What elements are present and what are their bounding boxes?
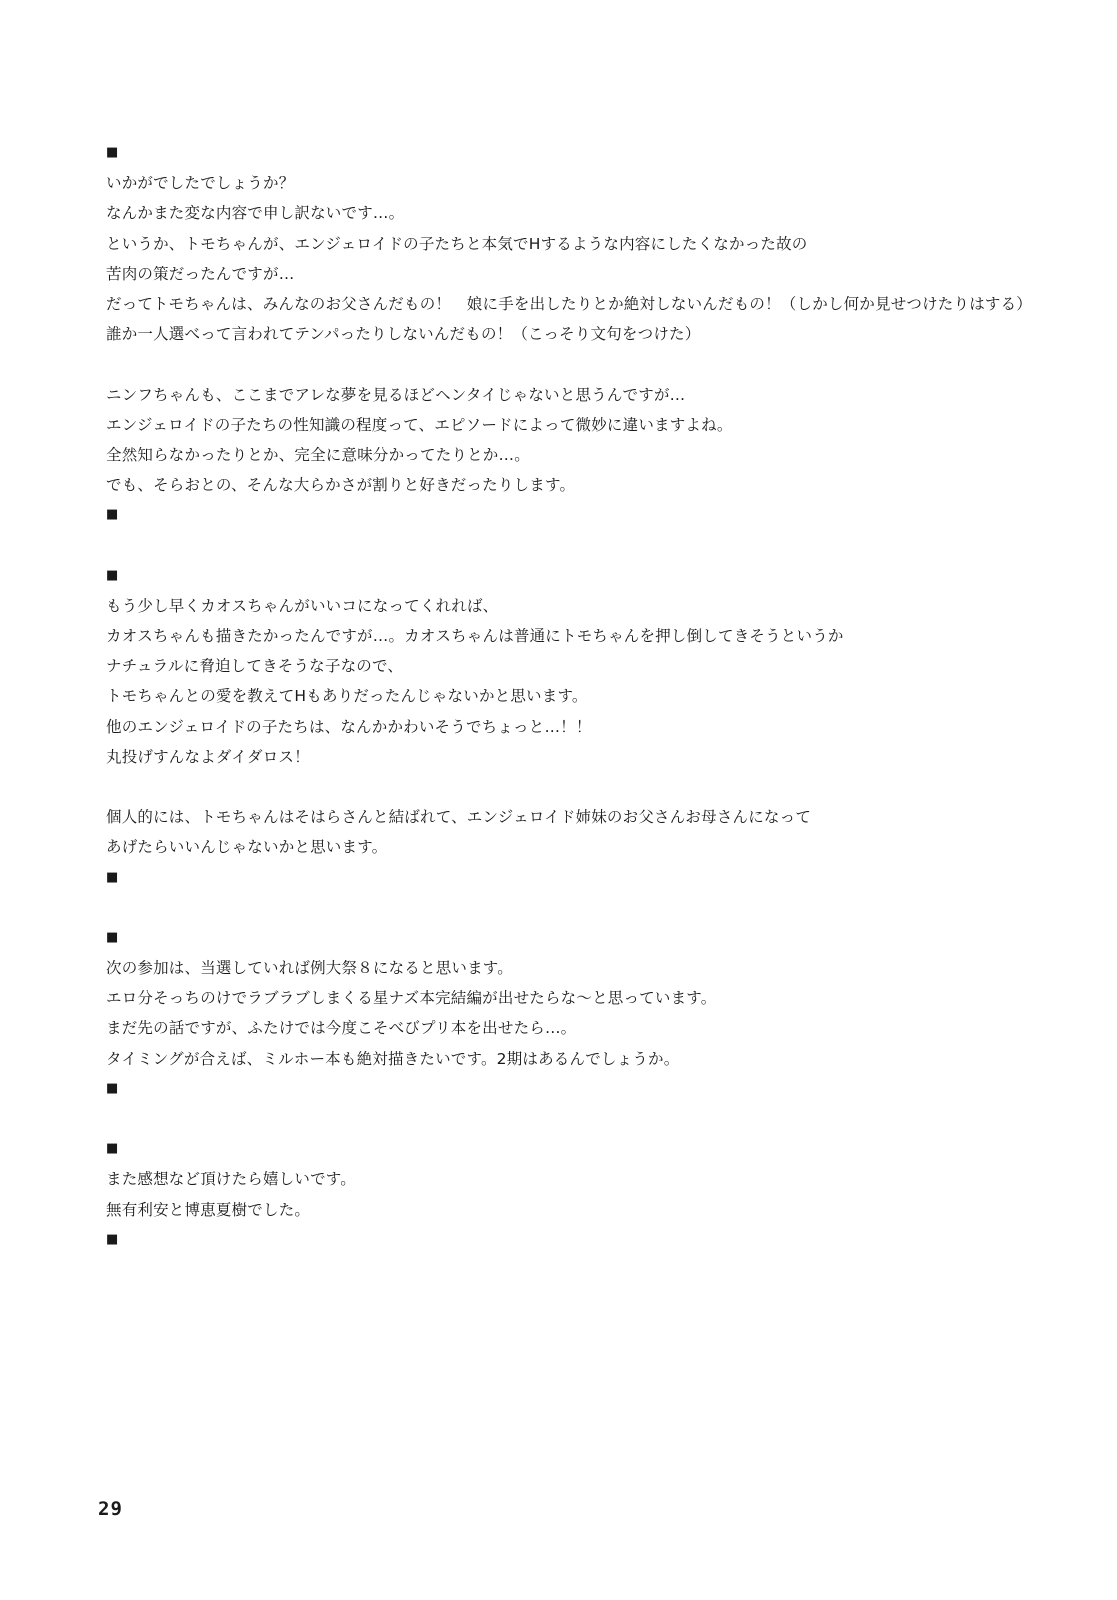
blank-line: [106, 1104, 1066, 1134]
text-line: 他のエンジェロイドの子たちは、なんかかわいそうでちょっと…！！: [106, 717, 592, 736]
section-marker: ■: [106, 869, 119, 885]
text-line: でも、そらおとの、そんな大らかさが割りと好きだったりします。: [106, 476, 576, 495]
text-line: トモちゃんとの愛を教えてHもありだったんじゃないかと思います。: [106, 687, 588, 706]
text-line: なんかまた変な内容で申し訳ないです…。: [106, 204, 405, 223]
text-line: また感想など頂けたら嬉しいです。: [106, 1170, 356, 1189]
text-line: 誰か一人選べって言われてテンパったりしないんだもの！（こっそり文句をつけた）: [106, 325, 701, 344]
section-marker: ■: [106, 1080, 119, 1096]
blank-line: [106, 349, 1066, 379]
text-line: 無有利安と博恵夏樹でした。: [106, 1200, 311, 1219]
text-line: だってトモちゃんは、みんなのお父さんだもの！ 娘に手を出したりとか絶対しないんだもの！（しかし何か見せつけたりはする）: [106, 294, 1032, 313]
text-line: タイミングが合えば、ミルホー本も絶対描きたいです。2期はあるんでしょうか。: [106, 1049, 680, 1068]
text-line: エンジェロイドの子たちの性知識の程度って、エピソードによって微妙に違いますよね。: [106, 415, 733, 434]
text-line: 苦肉の策だったんですが…: [106, 264, 295, 283]
section-marker: ■: [106, 929, 119, 945]
text-line: カオスちゃんも描きたかったんですが…。カオスちゃんは普通にトモちゃんを押し倒してきそうというか: [106, 627, 844, 645]
text-line: まだ先の話ですが、ふたけでは今度こそべびプリ本を出せたら…。: [106, 1019, 577, 1038]
page-number: 29: [98, 1498, 123, 1520]
section-marker: ■: [106, 145, 119, 160]
text-line: あげたらいいんじゃないかと思います。: [106, 838, 388, 857]
afterword-text: [106, 138, 1066, 1255]
section-marker: ■: [106, 507, 119, 523]
text-line: 次の参加は、当選していれば例大祭８になると思います。: [106, 959, 513, 978]
section-marker: ■: [106, 1141, 119, 1157]
text-line: エロ分そっちのけでラブラブしまくる星ナズ本完結編が出せたらな～と思っています。: [106, 989, 717, 1008]
text-line: 個人的には、トモちゃんはそはらさんと結ばれて、エンジェロイド姉妹のお父さんお母さんになって: [106, 808, 812, 827]
text-line: ニンフちゃんも、ここまでアレな夢を見るほどヘンタイじゃないと思うんですが…: [106, 385, 686, 404]
text-line: いかがでしたでしょうか？: [106, 174, 295, 193]
section-marker: ■: [106, 567, 119, 583]
blank-line: [106, 530, 1066, 560]
blank-line: [106, 893, 1066, 923]
text-line: 丸投げすんなよダイダロス！: [106, 747, 310, 766]
text-line: もう少し早くカオスちゃんがいいコになってくれれば、: [106, 596, 499, 615]
section-marker: ■: [106, 1231, 119, 1247]
blank-line: [106, 772, 1066, 802]
text-line: ナチュラルに脅迫してきそうな子なので、: [106, 657, 404, 676]
text-line: というか、トモちゃんが、エンジェロイドの子たちと本気でHするような内容にしたくなかった故の: [106, 234, 808, 253]
text-line: 全然知らなかったりとか、完全に意味分かってたりとか…。: [106, 445, 530, 464]
